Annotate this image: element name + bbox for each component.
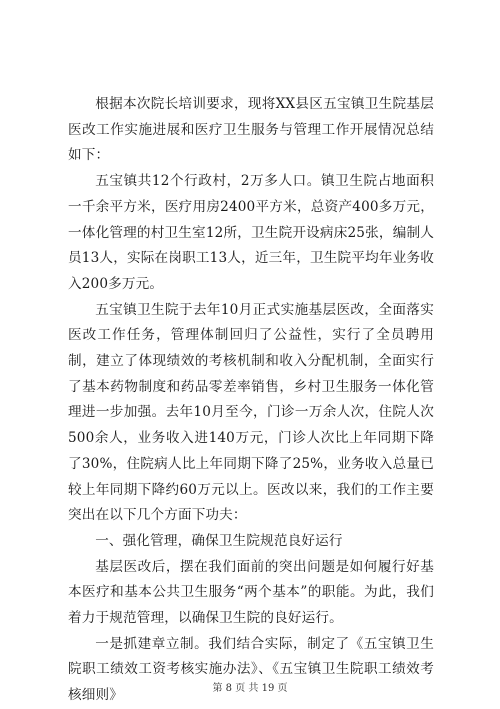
paragraph-reform-progress: 五宝镇卫生院于去年10月正式实施基层医改，全面落实医改工作任务，管理体制回归了公益性，实行了全员聘用制，建立了体现绩效的考核机制和收入分配机制，全面实行了基本药物制度和药品零差率销售，乡村卫生服务一体化管理进一步加强。去年10月至今，门诊一万余人次，住院人次500余人，业务收入进140万元，门诊人次比上年同期下降了30%，住院病人比上年同期下降了25%，业务收入总量已较上年同期下降约60万元以上。医改以来，我们的工作主要突出在以下几个方面下功夫：	[68, 301, 434, 524]
section-heading: 一、强化管理，确保卫生院规范良好运行	[95, 532, 343, 549]
document-body	[68, 92, 434, 709]
paragraph-management: 基层医改后，摆在我们面前的突出问题是如何履行好基本医疗和基本公共卫生服务“两个基本”的职能。为此，我们着力于规范管理，以确保卫生院的良好运行。	[68, 558, 434, 627]
paragraph-overview: 五宝镇共12个行政村，2万多人口。镇卫生院占地面积一千余平方米，医疗用房2400平方米，总资产400多万元，一体化管理的村卫生室12所，卫生院开设病床25张，编制人员13人，实际在岗职工13人，近三年，卫生院平均年业务收入200多万元。	[68, 173, 434, 292]
paragraph-regulations: 一是抓建章立制。我们结合实际，制定了《五宝镇卫生院职工绩效工资考核实施办法》、《五宝镇卫生院职工绩效考核细则》	[68, 635, 434, 704]
page-footer: 第 8 页 共 19 页	[212, 683, 288, 694]
paragraph-intro: 根据本次院长培训要求，现将XX县区五宝镇卫生院基层医改工作实施进展和医疗卫生服务与管理工作开展情况总结如下：	[68, 96, 434, 164]
